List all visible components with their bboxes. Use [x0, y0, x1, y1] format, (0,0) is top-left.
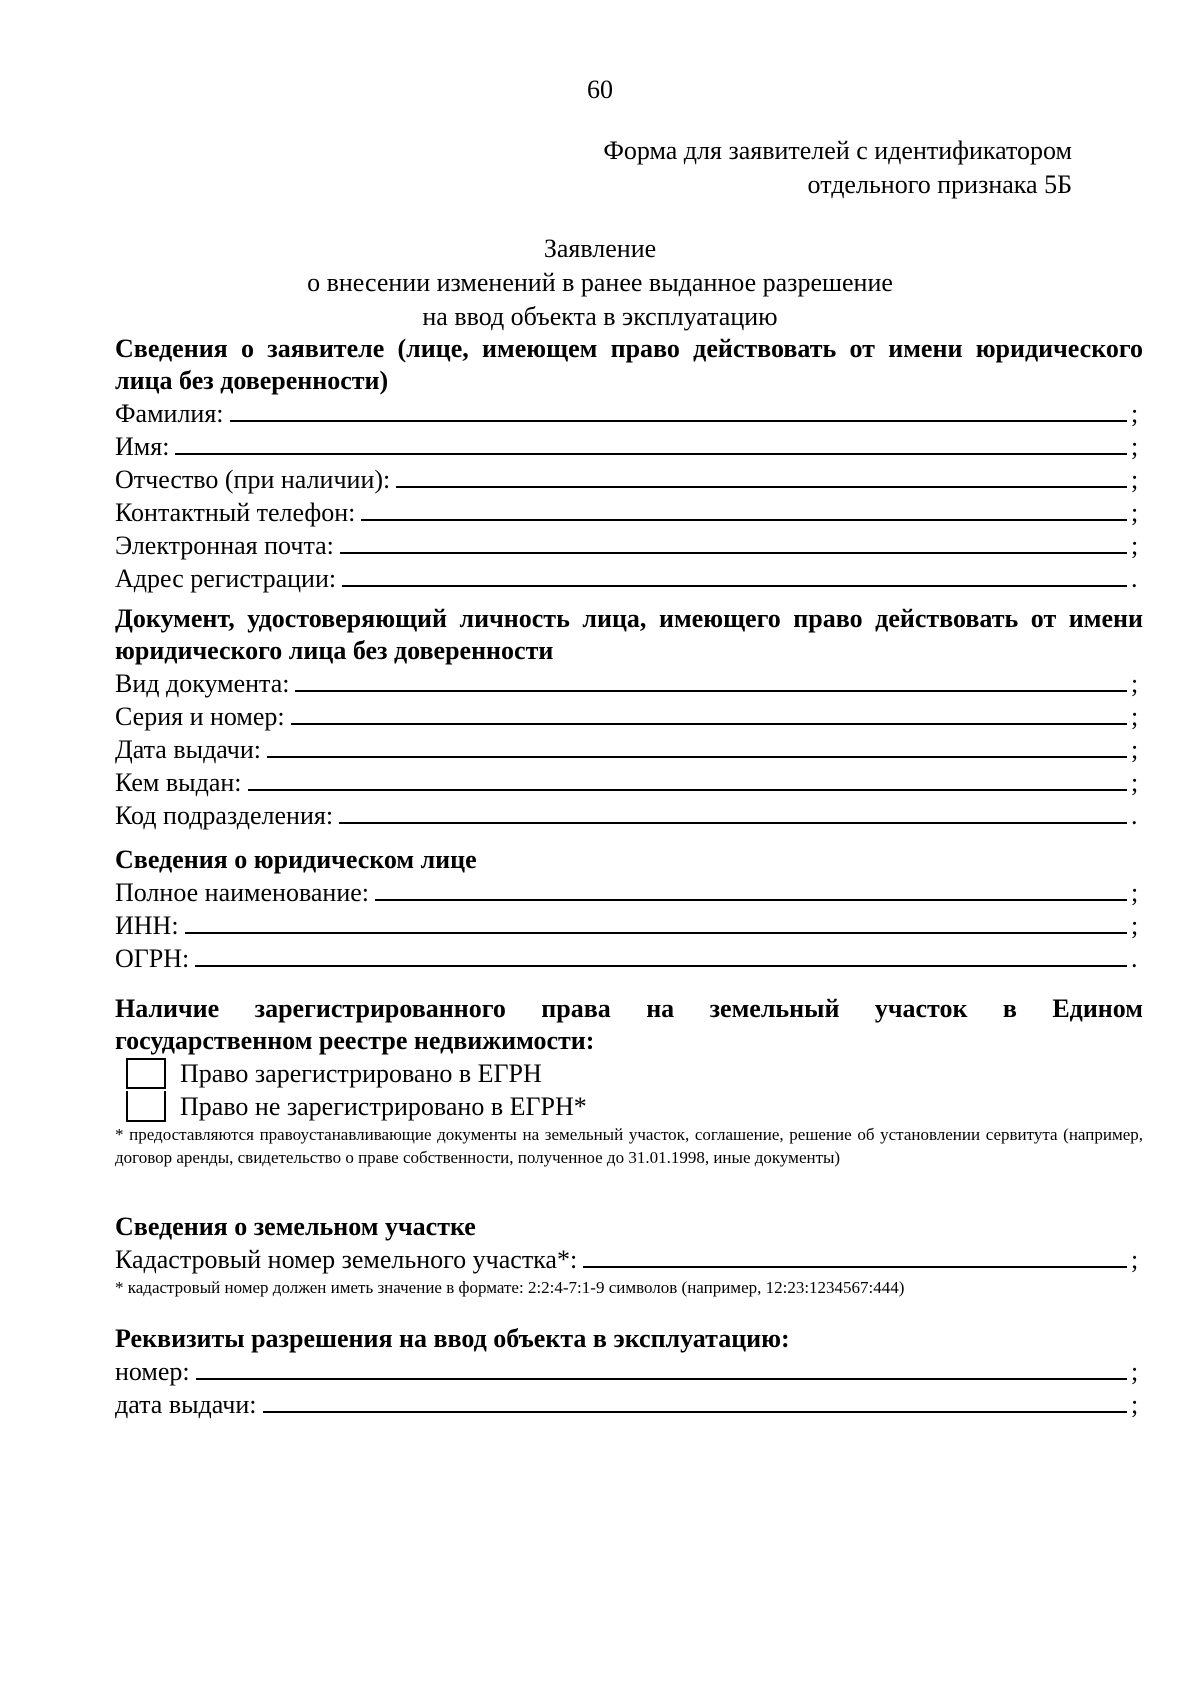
section-heading: Наличие зарегистрированного права на земельный участок в Едином государственном реестре недвижимости:	[115, 994, 1143, 1055]
section-heading: Сведения о земельном участке	[115, 1212, 476, 1241]
form-identifier-line: Форма для заявителей с идентификатором	[603, 136, 1072, 165]
field-label: Адрес регистрации:	[115, 564, 337, 593]
phone-input[interactable]	[361, 495, 1127, 521]
document-title	[0, 232, 1200, 334]
field-terminator: .	[1131, 801, 1138, 830]
field-label: Вид документа:	[115, 669, 290, 698]
footnote: * кадастровый номер должен иметь значение в формате: 2:2:4-7:1-9 символов (например, 12:23:1234567:444)	[115, 1278, 905, 1297]
series-number-field	[115, 700, 1143, 733]
field-label: Полное наименование:	[115, 878, 370, 907]
surname-field	[115, 397, 1143, 430]
patronymic-field	[115, 463, 1143, 496]
page-number: 60	[587, 75, 613, 104]
series-number-input[interactable]	[291, 699, 1127, 725]
registration-address-field	[115, 562, 1143, 595]
field-label: Код подразделения:	[115, 801, 334, 830]
field-label: Кем выдан:	[115, 768, 242, 797]
field-terminator: .	[1131, 944, 1138, 973]
department-code-field	[115, 799, 1143, 832]
title-line: о внесении изменений в ранее выданное разрешение	[307, 268, 893, 297]
email-field	[115, 529, 1143, 562]
field-label: номер:	[115, 1357, 190, 1386]
field-terminator: ;	[1131, 1357, 1139, 1386]
field-label: дата выдачи:	[115, 1390, 257, 1419]
field-label: ИНН:	[115, 911, 179, 940]
field-label: Отчество (при наличии):	[115, 465, 391, 494]
field-label: Фамилия:	[115, 399, 224, 428]
field-terminator: ;	[1131, 735, 1139, 764]
registration-address-input[interactable]	[342, 561, 1127, 587]
full-name-field	[115, 876, 1143, 909]
form-identifier	[603, 134, 1072, 202]
registered-right-checkbox[interactable]	[126, 1058, 166, 1089]
checkbox-row	[115, 1057, 1143, 1090]
surname-input[interactable]	[230, 396, 1127, 422]
field-terminator: ;	[1131, 432, 1139, 461]
field-label: Серия и номер:	[115, 702, 285, 731]
field-terminator: ;	[1131, 669, 1139, 698]
inn-input[interactable]	[185, 908, 1127, 934]
field-label: Дата выдачи:	[115, 735, 262, 764]
permit-date-field	[115, 1388, 1143, 1421]
ogrn-input[interactable]	[195, 941, 1127, 967]
ogrn-field	[115, 942, 1143, 975]
permit-number-input[interactable]	[196, 1354, 1127, 1380]
issue-date-field	[115, 733, 1143, 766]
title-line: на ввод объекта в эксплуатацию	[422, 302, 778, 331]
section-heading: Реквизиты разрешения на ввод объекта в эксплуатацию:	[115, 1324, 790, 1353]
patronymic-input[interactable]	[396, 462, 1127, 488]
field-terminator: ;	[1131, 702, 1139, 731]
full-name-input[interactable]	[375, 875, 1127, 901]
unregistered-right-checkbox[interactable]	[126, 1091, 166, 1122]
first-name-field	[115, 430, 1143, 463]
field-terminator: ;	[1131, 531, 1139, 560]
issued-by-field	[115, 766, 1143, 799]
form-identifier-line: отдельного признака 5Б	[807, 170, 1072, 199]
field-terminator: ;	[1131, 1245, 1139, 1274]
field-terminator: ;	[1131, 911, 1139, 940]
legal-entity-section	[115, 844, 1143, 975]
field-terminator: .	[1131, 564, 1138, 593]
field-terminator: ;	[1131, 399, 1139, 428]
issue-date-input[interactable]	[267, 732, 1127, 758]
cadastral-number-input[interactable]	[583, 1242, 1127, 1268]
checkbox-label: Право не зарегистрировано в ЕГРН*	[180, 1091, 587, 1121]
section-heading: Сведения о заявителе (лице, имеющем право действовать от имени юридического лица без доверенности)	[115, 334, 1143, 395]
checkbox-row	[115, 1090, 1143, 1123]
land-plot-section	[115, 1211, 1143, 1299]
field-label: Электронная почта:	[115, 531, 334, 560]
field-terminator: ;	[1131, 768, 1139, 797]
field-terminator: ;	[1131, 878, 1139, 907]
title-line: Заявление	[543, 234, 657, 263]
cadastral-number-field	[115, 1243, 1143, 1276]
field-label: Имя:	[115, 432, 170, 461]
field-label: ОГРН:	[115, 944, 190, 973]
identity-document-section	[115, 603, 1143, 832]
section-heading: Сведения о юридическом лице	[115, 845, 477, 874]
permit-date-input[interactable]	[263, 1387, 1127, 1413]
document-type-field	[115, 667, 1143, 700]
field-terminator: ;	[1131, 1390, 1139, 1419]
inn-field	[115, 909, 1143, 942]
first-name-input[interactable]	[175, 429, 1127, 455]
applicant-section	[115, 333, 1143, 595]
permit-details-section	[115, 1323, 1143, 1421]
field-label: Контактный телефон:	[115, 498, 356, 527]
phone-field	[115, 496, 1143, 529]
field-terminator: ;	[1131, 465, 1139, 494]
field-terminator: ;	[1131, 498, 1139, 527]
email-input[interactable]	[340, 528, 1127, 554]
document-type-input[interactable]	[295, 666, 1127, 692]
permit-number-field	[115, 1355, 1143, 1388]
issued-by-input[interactable]	[248, 765, 1128, 791]
department-code-input[interactable]	[339, 798, 1127, 824]
section-heading: Документ, удостоверяющий личность лица, имеющего право действовать от имени юридического лица без доверенности	[115, 604, 1143, 665]
footnote: * предоставляются правоустанавливающие документы на земельный участок, соглашение, решение об установлении сервитута (например, договор аренды, свидетельство о праве собственности, полученное до 31.01.1998, иные документы)	[115, 1125, 1143, 1167]
land-rights-section	[115, 993, 1143, 1169]
field-label: Кадастровый номер земельного участка*:	[115, 1245, 578, 1274]
checkbox-label: Право зарегистрировано в ЕГРН	[180, 1058, 542, 1088]
